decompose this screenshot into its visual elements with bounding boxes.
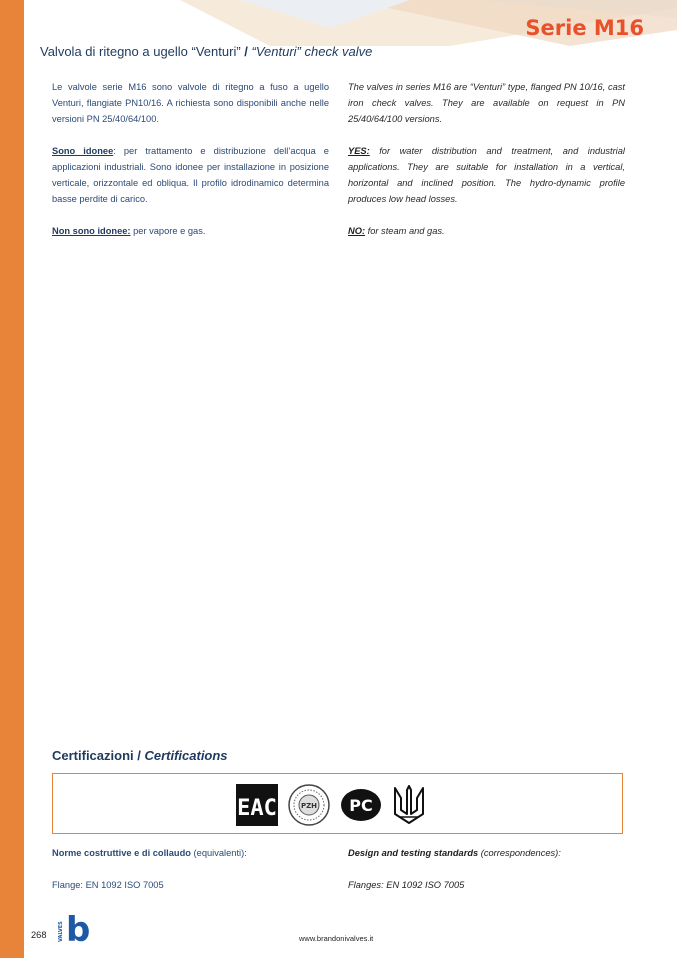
brandoni-logo-letter: b (66, 910, 90, 944)
english-not-suitable-label: NO: (348, 226, 366, 236)
pzh-seal-text: PZH (300, 802, 318, 810)
italian-column (52, 79, 329, 255)
ukraine-trident-icon (392, 784, 426, 826)
standards-italian-bold: Norme costruttive e di collaudo (52, 848, 191, 858)
english-column (348, 79, 625, 255)
brandoni-logo-text: VALVES (58, 921, 64, 942)
english-suitable-label: YES: (348, 146, 370, 156)
certification-logos (236, 784, 426, 826)
flange-standard-english: Flanges: EN 1092 ISO 7005 (348, 880, 465, 890)
page-number: 268 (31, 930, 47, 940)
eac-mark-text: EAC (237, 796, 277, 821)
italian-not-suitable (52, 223, 329, 239)
rst-mark-text: PC (349, 796, 373, 815)
eac-mark-icon (236, 784, 278, 826)
italian-suitable-label: Sono idonee (52, 146, 114, 156)
page-subtitle (40, 44, 372, 59)
english-not-suitable-text: for steam and gas. (365, 226, 445, 236)
certifications-box (52, 773, 623, 834)
certifications-title-english: Certifications (144, 748, 228, 763)
brandoni-logo-icon (58, 908, 90, 944)
website-url: www.brandonivalves.it (299, 934, 374, 943)
standards-label-italian (52, 848, 247, 858)
italian-suitable (52, 143, 329, 207)
certifications-title-italian: Certificazioni (52, 748, 134, 763)
certifications-title (52, 748, 228, 763)
rst-mark-icon (340, 784, 382, 826)
standards-italian-rest: (equivalenti): (190, 848, 247, 858)
standards-label-english (348, 848, 561, 858)
english-not-suitable (348, 223, 625, 239)
pzh-seal-icon (288, 784, 330, 826)
subtitle-italian: Valvola di ritegno a ugello “Venturi” (40, 44, 241, 59)
italian-not-suitable-text: per vapore e gas. (130, 226, 206, 236)
italian-not-suitable-label: Non sono idonee: (52, 226, 131, 236)
standards-english-rest: (correspondences): (478, 848, 561, 858)
standards-english-bold: Design and testing standards (348, 848, 479, 858)
flange-standard-italian: Flange: EN 1092 ISO 7005 (52, 880, 164, 890)
italian-intro: Le valvole serie M16 sono valvole di ritegno a fuso a ugello Venturi, flangiate PN10/16. A richiesta sono disponibili anche nelle versioni PN 25/40/64/100. (52, 82, 329, 124)
english-intro: The valves in series M16 are “Venturi” type, flanged PN 10/16, cast iron check valves. They are available on request in PN 25/40/64/100 versions. (348, 82, 625, 124)
italian-suitable-text: : per trattamento e distribuzione dell’acqua e applicazioni industriali. Sono idonee per installazione in posizione verticale, orizzontale ed obliqua. Il profilo idrodinamico determina basse perdite di carico. (52, 146, 329, 204)
english-suitable (348, 143, 625, 207)
orange-side-bar (0, 0, 24, 958)
english-suitable-text: for water distribution and treatment, and industrial applications. They are suitable for installation in a vertical, horizontal and inclined position. The hydro-dynamic profile produces low head losses. (348, 146, 625, 204)
series-title: Serie M16 (525, 16, 644, 40)
subtitle-separator: / (240, 44, 252, 59)
subtitle-english: “Venturi” check valve (251, 44, 373, 59)
certifications-separator: / (133, 748, 145, 763)
